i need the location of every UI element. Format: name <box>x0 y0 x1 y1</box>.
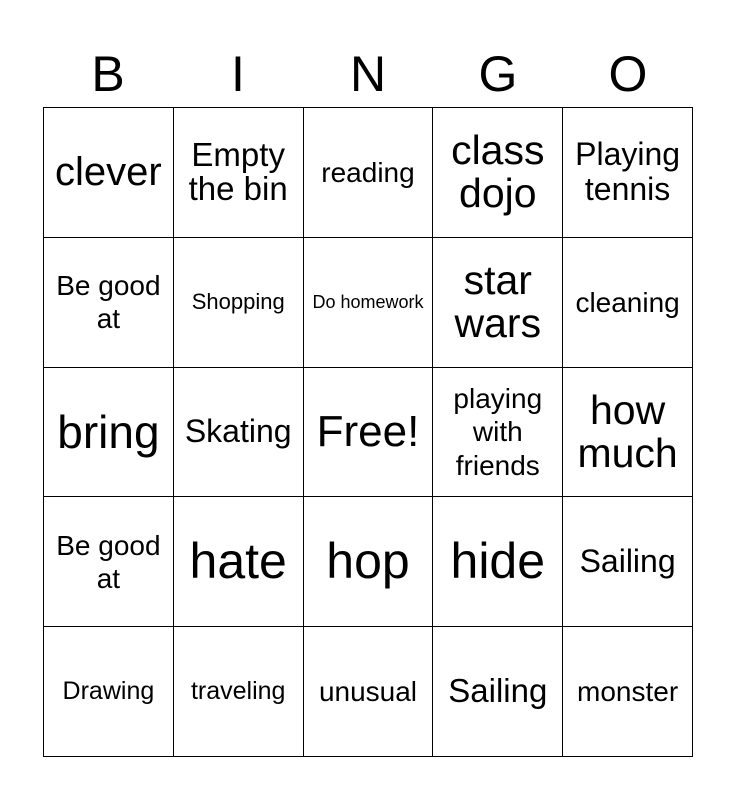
bingo-cell[interactable] <box>433 238 563 368</box>
bingo-grid <box>43 107 693 757</box>
bingo-cell[interactable] <box>174 627 304 757</box>
cell-text: cleaning <box>575 286 680 318</box>
cell-text: playing with friends <box>453 383 543 481</box>
cell-text: Sailing <box>579 543 676 580</box>
bingo-cell[interactable] <box>563 497 693 627</box>
bingo-cell[interactable] <box>304 497 434 627</box>
header-letter-b: B <box>91 46 125 102</box>
cell-text: clever <box>55 150 162 195</box>
cell-text: Playing tennis <box>575 136 681 208</box>
cell-text: Drawing <box>62 677 155 706</box>
bingo-cell[interactable] <box>174 368 304 498</box>
cell-text: traveling <box>190 677 286 706</box>
bingo-cell[interactable] <box>563 627 693 757</box>
cell-text: monster <box>577 676 679 708</box>
cell-text: Free! <box>316 406 420 456</box>
bingo-cell[interactable] <box>563 238 693 368</box>
cell-text: reading <box>321 156 415 188</box>
cell-text: Do homework <box>312 292 424 313</box>
bingo-cell[interactable] <box>433 627 563 757</box>
cell-text: hate <box>189 533 287 590</box>
cell-text: hide <box>450 533 546 590</box>
header-letter-i: I <box>231 46 245 102</box>
cell-text: Skating <box>184 413 292 450</box>
bingo-cell[interactable] <box>44 108 174 238</box>
bingo-cell[interactable] <box>44 368 174 498</box>
cell-text: unusual <box>318 676 418 708</box>
bingo-cell[interactable] <box>174 108 304 238</box>
header-letter-g: G <box>478 46 518 102</box>
header-letter-o: O <box>608 46 648 102</box>
bingo-cell[interactable] <box>433 108 563 238</box>
cell-text: how much <box>577 386 678 476</box>
cell-text: class dojo <box>451 127 545 217</box>
free-space-cell[interactable] <box>304 368 434 498</box>
bingo-cell[interactable] <box>433 497 563 627</box>
cell-text: Be good at <box>56 529 161 594</box>
bingo-cell[interactable] <box>304 627 434 757</box>
bingo-cell[interactable] <box>563 108 693 238</box>
cell-text: Empty the bin <box>188 135 288 208</box>
cell-text: star wars <box>454 257 542 347</box>
cell-text: bring <box>57 405 160 458</box>
header-letter-n: N <box>349 46 387 102</box>
bingo-cell[interactable] <box>304 108 434 238</box>
bingo-cell[interactable] <box>174 497 304 627</box>
cell-text: Be good at <box>56 270 161 335</box>
bingo-cell[interactable] <box>433 368 563 498</box>
bingo-header <box>43 40 693 108</box>
cell-text: hop <box>326 533 410 590</box>
bingo-cell[interactable] <box>304 238 434 368</box>
cell-text: Sailing <box>448 672 548 710</box>
bingo-cell[interactable] <box>563 368 693 498</box>
bingo-cell[interactable] <box>44 497 174 627</box>
bingo-cell[interactable] <box>44 627 174 757</box>
bingo-cell[interactable] <box>174 238 304 368</box>
bingo-cell[interactable] <box>44 238 174 368</box>
cell-text: Shopping <box>191 288 285 314</box>
